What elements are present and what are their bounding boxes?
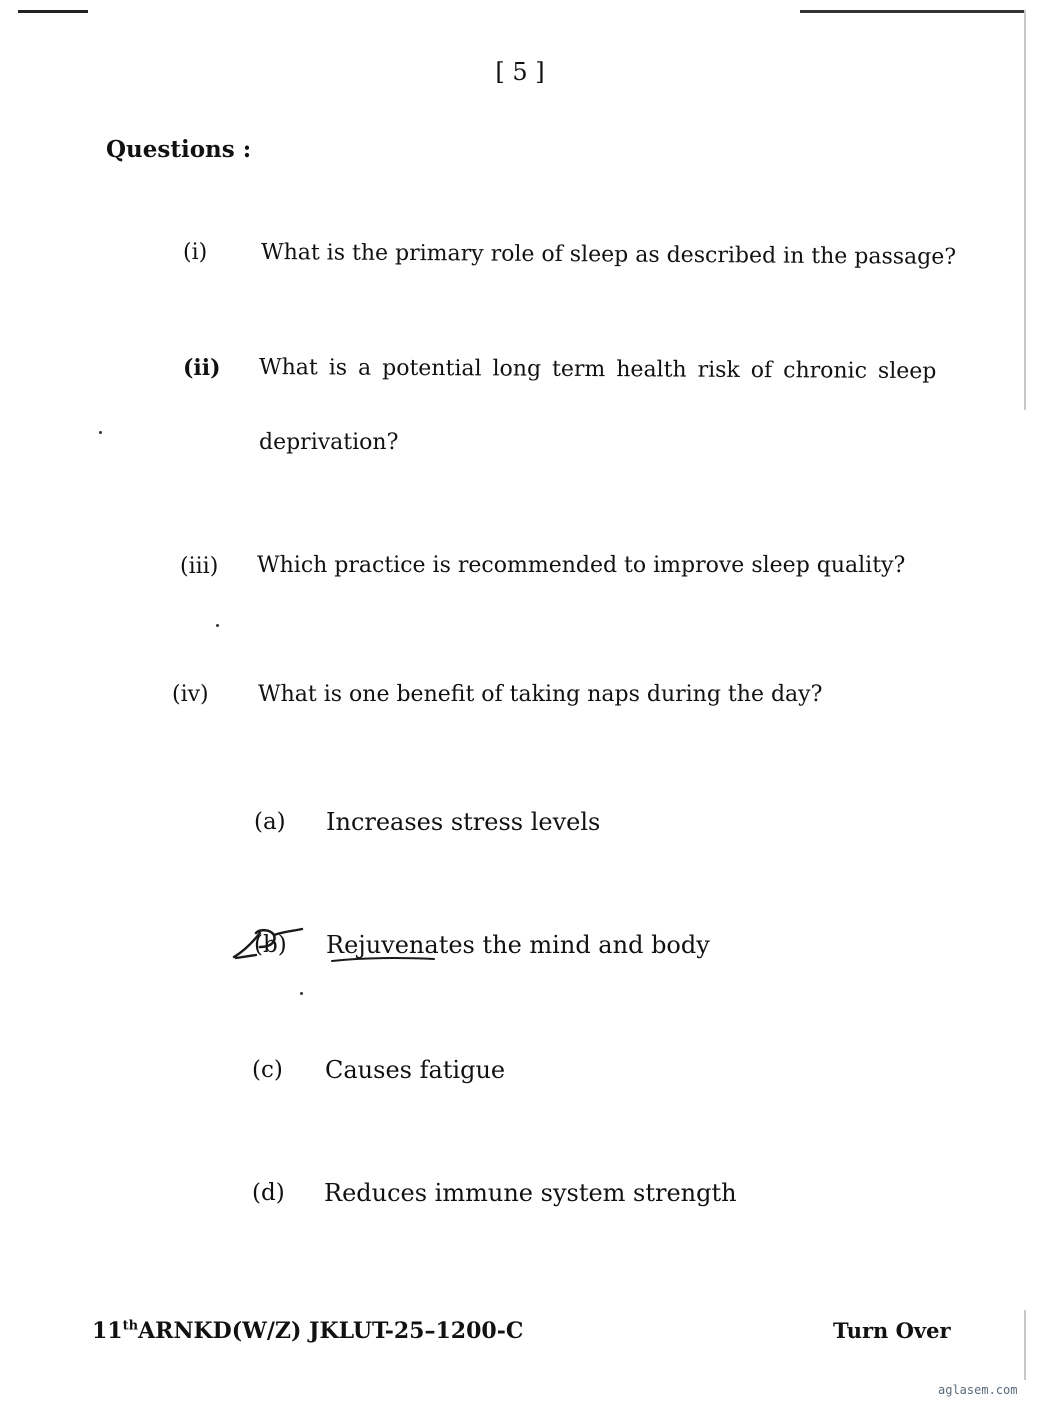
- question-text: Which practice is recommended to improve sleep quality?: [257, 553, 906, 578]
- watermark: aglasem.com: [938, 1383, 1018, 1397]
- scan-artifact-line: [800, 10, 1025, 13]
- turn-over-label: Turn Over: [833, 1318, 951, 1343]
- question-text: What is the primary role of sleep as described in the passage?: [260, 240, 957, 270]
- scan-speck: [99, 431, 102, 434]
- option-text-d: Reduces immune system strength: [324, 1179, 737, 1207]
- option-text-c: Causes fatigue: [325, 1056, 506, 1084]
- page-number: [ 5 ]: [495, 58, 545, 86]
- option-label-c: (c): [252, 1057, 283, 1083]
- option-text-a: Increases stress levels: [326, 808, 601, 836]
- questions-heading: Questions :: [106, 136, 252, 163]
- scan-speck: [300, 992, 303, 995]
- handwritten-underline: [330, 955, 440, 967]
- question-number: (ii): [183, 355, 221, 381]
- option-label-d: (d): [252, 1180, 285, 1206]
- question-number: (i): [183, 240, 208, 265]
- question-text-continued: deprivation?: [259, 430, 399, 455]
- option-text-b: Rejuvenates the mind and body: [326, 931, 710, 959]
- scan-artifact-edge: [1024, 1310, 1026, 1380]
- scan-speck: [216, 624, 219, 627]
- question-number: (iv): [172, 682, 209, 707]
- question-text: What is a potential long term health risk of chronic sleep: [258, 355, 937, 385]
- question-text: What is one benefit of taking naps during the day?: [258, 682, 823, 707]
- handwritten-tick-mark: [230, 925, 310, 965]
- scan-artifact-line: [18, 10, 88, 13]
- paper-code: 11thARNKD(W/Z) JKLUT-25–1200-C: [92, 1318, 524, 1344]
- option-label-b: (b): [254, 932, 287, 958]
- question-number: (iii): [180, 554, 219, 579]
- option-label-a: (a): [254, 809, 286, 835]
